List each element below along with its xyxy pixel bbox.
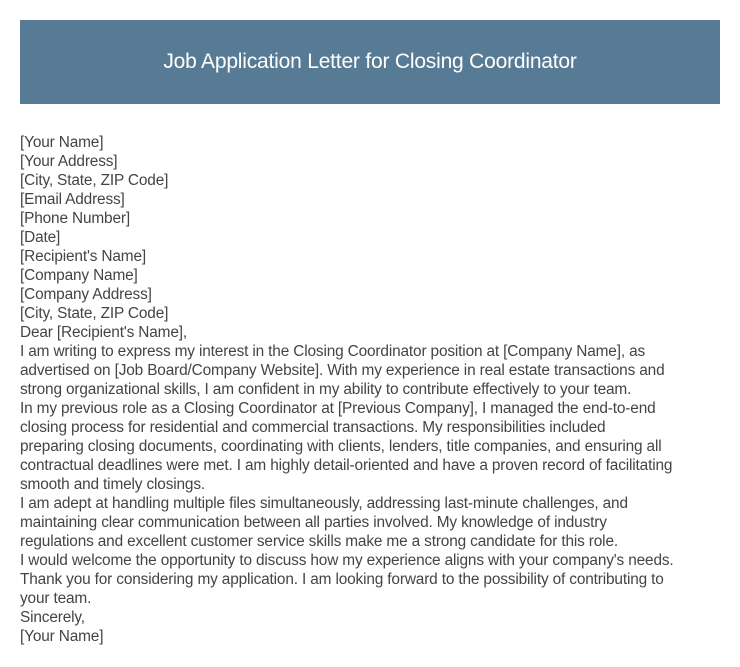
paragraph-closing: [20, 551, 725, 608]
signature: [Your Name]: [20, 628, 104, 645]
closing: Sincerely,: [20, 609, 85, 626]
recipient-city-state-zip: [City, State, ZIP Code]: [20, 305, 169, 322]
letter-body: [20, 133, 725, 646]
paragraph-intro: [20, 342, 725, 399]
letter-date: [Date]: [20, 229, 61, 246]
paragraph-line: your team.: [20, 590, 92, 607]
title-banner: [20, 20, 720, 104]
paragraph-line: maintaining clear communication between all parties involved. My knowledge of industry: [20, 514, 607, 531]
paragraph-line: In my previous role as a Closing Coordinator at [Previous Company], I managed the end-to-end: [20, 400, 656, 417]
sender-name: [Your Name]: [20, 134, 104, 151]
sender-city-state-zip: [City, State, ZIP Code]: [20, 172, 169, 189]
recipient-company-address: [Company Address]: [20, 286, 152, 303]
paragraph-line: preparing closing documents, coordinating with clients, lenders, title companies, and ensuring all: [20, 438, 662, 455]
paragraph-line: regulations and excellent customer service skills make me a strong candidate for this role.: [20, 533, 618, 550]
recipient-company-name: [Company Name]: [20, 267, 138, 284]
paragraph-line: contractual deadlines were met. I am highly detail-oriented and have a proven record of facilitating: [20, 457, 673, 474]
paragraph-line: I would welcome the opportunity to discuss how my experience aligns with your company's needs.: [20, 552, 674, 569]
paragraph-line: smooth and timely closings.: [20, 476, 205, 493]
page-title: Job Application Letter for Closing Coordinator: [163, 50, 577, 73]
sender-email: [Email Address]: [20, 191, 125, 208]
paragraph-line: advertised on [Job Board/Company Website]. With my experience in real estate transactions and: [20, 362, 665, 379]
paragraph-experience: [20, 399, 725, 494]
sender-phone: [Phone Number]: [20, 210, 130, 227]
paragraph-line: I am adept at handling multiple files simultaneously, addressing last-minute challenges, and: [20, 495, 628, 512]
paragraph-line: strong organizational skills, I am confident in my ability to contribute effectively to your team.: [20, 381, 632, 398]
salutation: Dear [Recipient's Name],: [20, 324, 187, 341]
paragraph-line: closing process for residential and commercial transactions. My responsibilities included: [20, 419, 606, 436]
paragraph-line: I am writing to express my interest in the Closing Coordinator position at [Company Name], as: [20, 343, 646, 360]
sender-address: [Your Address]: [20, 153, 118, 170]
recipient-name: [Recipient's Name]: [20, 248, 146, 265]
paragraph-skills: [20, 494, 725, 551]
paragraph-line: Thank you for considering my application. I am looking forward to the possibility of contributing to: [20, 571, 664, 588]
